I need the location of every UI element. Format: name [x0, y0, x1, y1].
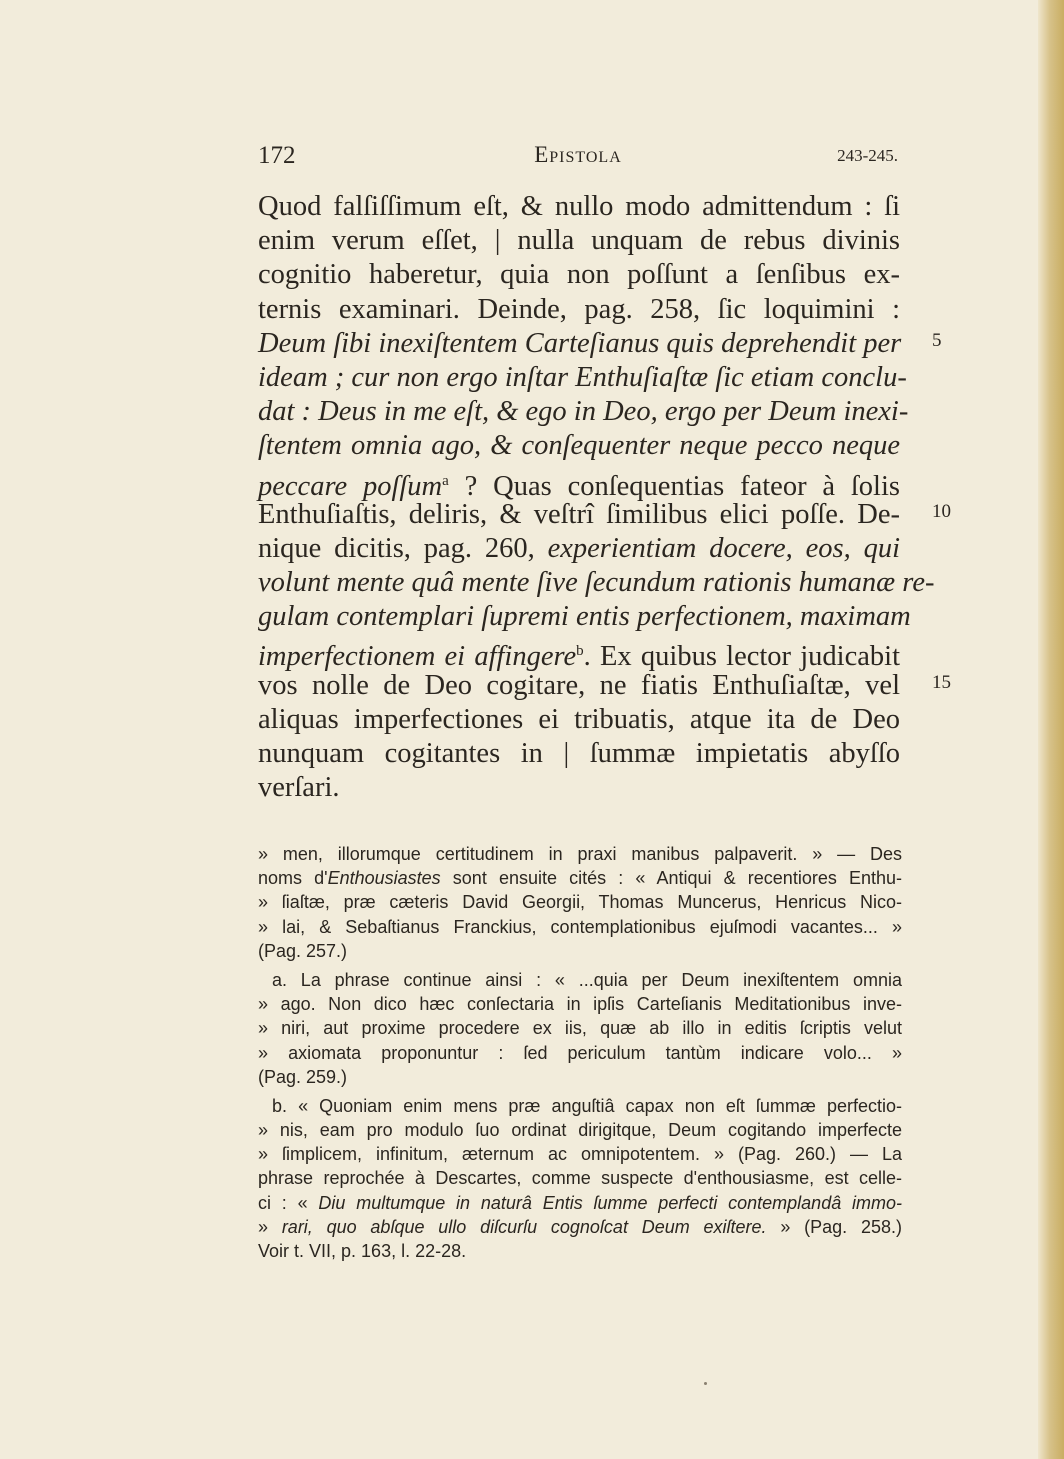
text-line: enim verum eſſet, | nulla unquam de rebus divinis [258, 225, 900, 257]
note-line: » ſiaſtæ, præ cæteris David Georgii, Thomas Muncerus, Henricus Nico- [258, 892, 902, 913]
text-line: verſari. [258, 772, 340, 804]
footnote-ref-a: a [442, 472, 449, 489]
text-line: cognitio haberetur, quia non poſſunt a ſenſibus ex- [258, 259, 900, 291]
note-segment: noms d' [258, 868, 328, 889]
note-segment: sont ensuite cités : « Antiqui & recentiores Enthu- [440, 868, 902, 889]
text-line: volunt mente quâ mente ſive ſecundum rationis humanæ re- [258, 567, 935, 599]
footnote-b: b. « Quoniam enim mens præ anguſtiâ capax non eſt ſummæ perfectio- [272, 1095, 902, 1116]
text-segment: peccare poſſum [258, 470, 443, 502]
note-line: » nis, eam pro modulo ſuo ordinat dirigitque, Deum cogitando imperfecte [258, 1120, 902, 1141]
margin-line-number: 5 [932, 330, 942, 351]
footnotes [258, 842, 902, 1263]
text-line [258, 532, 900, 566]
footnote-a: a. La phrase continue ainsi : « ...quia per Deum inexiſtentem omnia [272, 969, 902, 990]
note-line: » axiomata proponuntur : ſed periculum tantùm indicare volo... » [258, 1042, 902, 1063]
note-line: » ago. Non dico hæc conſectaria in ipſis Carteſianis Meditationibus inve- [258, 994, 902, 1015]
note-line: » niri, aut proxime procedere ex iis, quæ ab illo in editis ſcriptis velut [258, 1018, 902, 1039]
text-line: Quod falſiſſimum eſt, & nullo modo admittendum : ſi [258, 191, 900, 222]
text-line [258, 464, 900, 502]
note-segment: Diu multumque in naturâ Entis ſumme perfecti contemplandâ immo- [318, 1192, 903, 1213]
text-segment: imperfectionem ei affingere [258, 641, 577, 673]
text-segment: ? Quas conſequentias fateor à ſolis [448, 470, 900, 502]
margin-line-number: 10 [932, 501, 951, 522]
text-line: ideam ; cur non ergo inſtar Enthuſiaſtæ ſic etiam conclu- [258, 361, 907, 393]
text-segment: nique dicitis, pag. 260, [258, 532, 535, 564]
running-title: Epistola [534, 142, 622, 167]
text-segment: . Ex quibus lector judicabit [583, 641, 900, 673]
note-line [258, 1215, 902, 1239]
note-line: » lai, & Sebaſtianus Franckius, contemplationibus ejuſmodi vacantes... » [258, 916, 902, 937]
note-segment: » (Pag. 258.) [766, 1216, 902, 1237]
main-text [258, 190, 935, 805]
text-line: ſtentem omnia ago, & conſequenter neque pecco neque [258, 430, 900, 462]
text-line: dat : Deus in me eſt, & ego in Deo, ergo per Deum inexi- [258, 396, 909, 428]
note-line [258, 866, 902, 890]
text-line: gulam contemplari ſupremi entis perfectionem, maximam [258, 601, 911, 633]
running-header [258, 142, 898, 182]
page-range: 243-245. [837, 146, 898, 165]
note-line: (Pag. 257.) [258, 940, 348, 961]
text-segment: experientiam docere, eos, qui [547, 532, 901, 564]
note-line: Voir t. VII, p. 163, l. 22-28. [258, 1241, 467, 1261]
text-line: nunquam cogitantes in | ſummæ impietatis abyſſo [258, 738, 900, 769]
note-line: » ſimplicem, infinitum, æternum ac omnipotentem. » (Pag. 260.) — La [258, 1144, 902, 1165]
note-segment: ci : « [258, 1192, 319, 1213]
note-line: (Pag. 259.) [258, 1066, 348, 1087]
page-edge [1038, 0, 1064, 1459]
note-segment: Enthousiastes [327, 868, 441, 889]
note-line: » men, illorumque certitudinem in praxi manibus palpaverit. » — Des [258, 844, 902, 864]
page-number: 172 [258, 142, 296, 169]
note-line: phrase reprochée à Descartes, comme suspecte d'enthousiasme, est celle- [258, 1168, 902, 1189]
footnote-ref-b: b [576, 643, 584, 660]
note-segment: rari, quo abſque ullo diſcurſu cognoſcat Deum exiſtere. [281, 1216, 767, 1237]
margin-line-number: 15 [932, 672, 951, 693]
text-line: aliquas imperfectiones ei tribuatis, atque ita de Deo [258, 703, 900, 735]
text-line: Enthuſiaſtis, deliris, & veſtrî ſimilibus elici poſſe. De- [258, 498, 900, 530]
text-line: ternis examinari. Deinde, pag. 258, ſic loquimini : [258, 293, 900, 325]
text-line: vos nolle de Deo cogitare, ne fiatis Enthuſiaſtæ, vel [258, 669, 900, 701]
note-segment: » [258, 1216, 282, 1237]
text-line [258, 634, 900, 673]
note-line [258, 1191, 902, 1215]
paper-speck [704, 1382, 707, 1385]
text-line: Deum ſibi inexiſtentem Carteſianus quis deprehendit per [258, 327, 902, 359]
